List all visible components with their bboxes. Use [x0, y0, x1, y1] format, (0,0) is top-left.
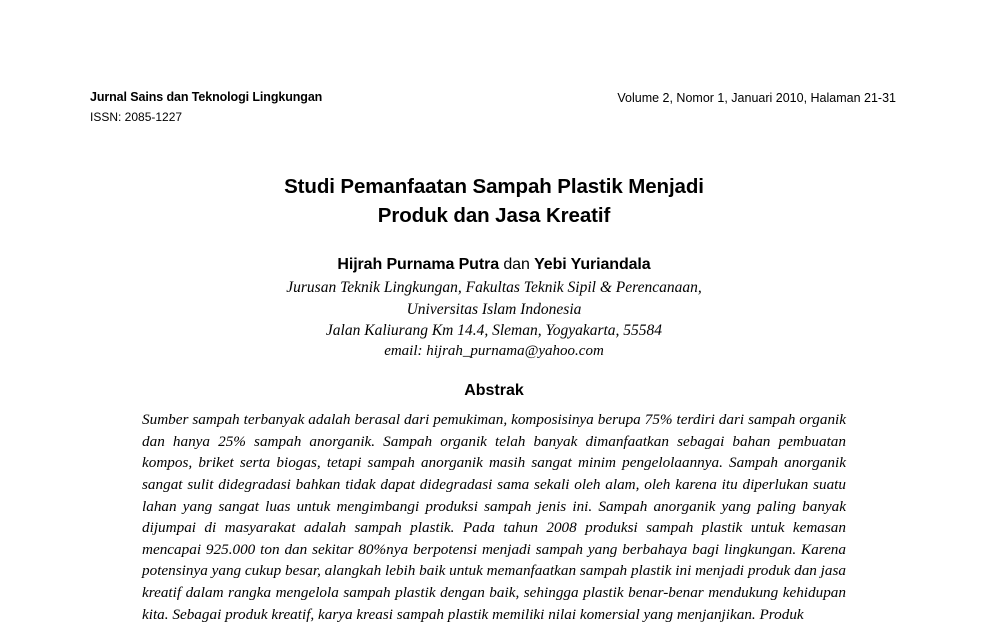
- journal-name: Jurnal Sains dan Teknologi Lingkungan: [90, 90, 323, 104]
- title-line-2: Produk dan Jasa Kreatif: [377, 204, 611, 228]
- affiliation: [90, 277, 898, 341]
- abstract-heading: Abstrak: [464, 382, 524, 400]
- affiliation-line-2: Universitas Islam Indonesia: [406, 300, 582, 318]
- author-name-1: Hijrah Purnama Putra: [337, 256, 499, 274]
- title-line-1: Studi Pemanfaatan Sampah Plastik Menjadi: [284, 174, 704, 198]
- running-head: [90, 88, 898, 126]
- issn: ISSN: 2085-1227: [90, 109, 183, 124]
- issue-info: Volume 2, Nomor 1, Januari 2010, Halaman 21-31: [617, 91, 896, 105]
- author-name-2: Yebi Yuriandala: [534, 256, 651, 274]
- paper-content: [90, 88, 898, 625]
- author-conjunction: dan: [499, 256, 535, 274]
- author-list: [90, 256, 898, 274]
- affiliation-line-1: Jurusan Teknik Lingkungan, Fakultas Teknik Sipil & Perencanaan,: [286, 279, 702, 297]
- abstract-body: Sumber sampah terbanyak adalah berasal dari pemukiman, komposisinya berupa 75% terdiri dari sampah organik dan hanya 25% sampah anorganik. Sampah organik telah banyak dimanfaatkan sebagai bahan pembuatan kompos, briket serta biogas, tetapi sampah anorganik masih sangat minim pengelolaannya. Sampah anorganik sangat sulit didegradasi bahkan tidak dapat didegradasi sama sekali oleh alam, oleh karena itu diperlukan suatu lahan yang sangat luas untuk mengimbangi produksi sampah jenis ini. Sampah anorganik yang paling banyak dijumpai di masyarakat adalah sampah plastik. Pada tahun 2008 produksi sampah plastik untuk kemasan mencapai 925.000 ton dan sekitar 80%nya berpotensi menjadi sampah yang berbahaya bagi lingkungan. Karena potensinya yang cukup besar, alangkah lebih baik untuk memanfaatkan sampah plastik ini menjadi produk dan jasa kreatif dalam rangka mengelola sampah plastik dengan baik, sehingga plastik benar-benar mendukung kehidupan kita. Sebagai produk kreatif, karya kreasi sampah plastik memiliki nilai komersial yang menjanjikan. Produk: [142, 411, 846, 623]
- running-head-left: [90, 88, 322, 126]
- affiliation-line-3: Jalan Kaliurang Km 14.4, Sleman, Yogyakarta, 55584: [325, 321, 663, 339]
- author-email: email: hijrah_purnama@yahoo.com: [384, 343, 604, 360]
- page-title: [90, 172, 898, 231]
